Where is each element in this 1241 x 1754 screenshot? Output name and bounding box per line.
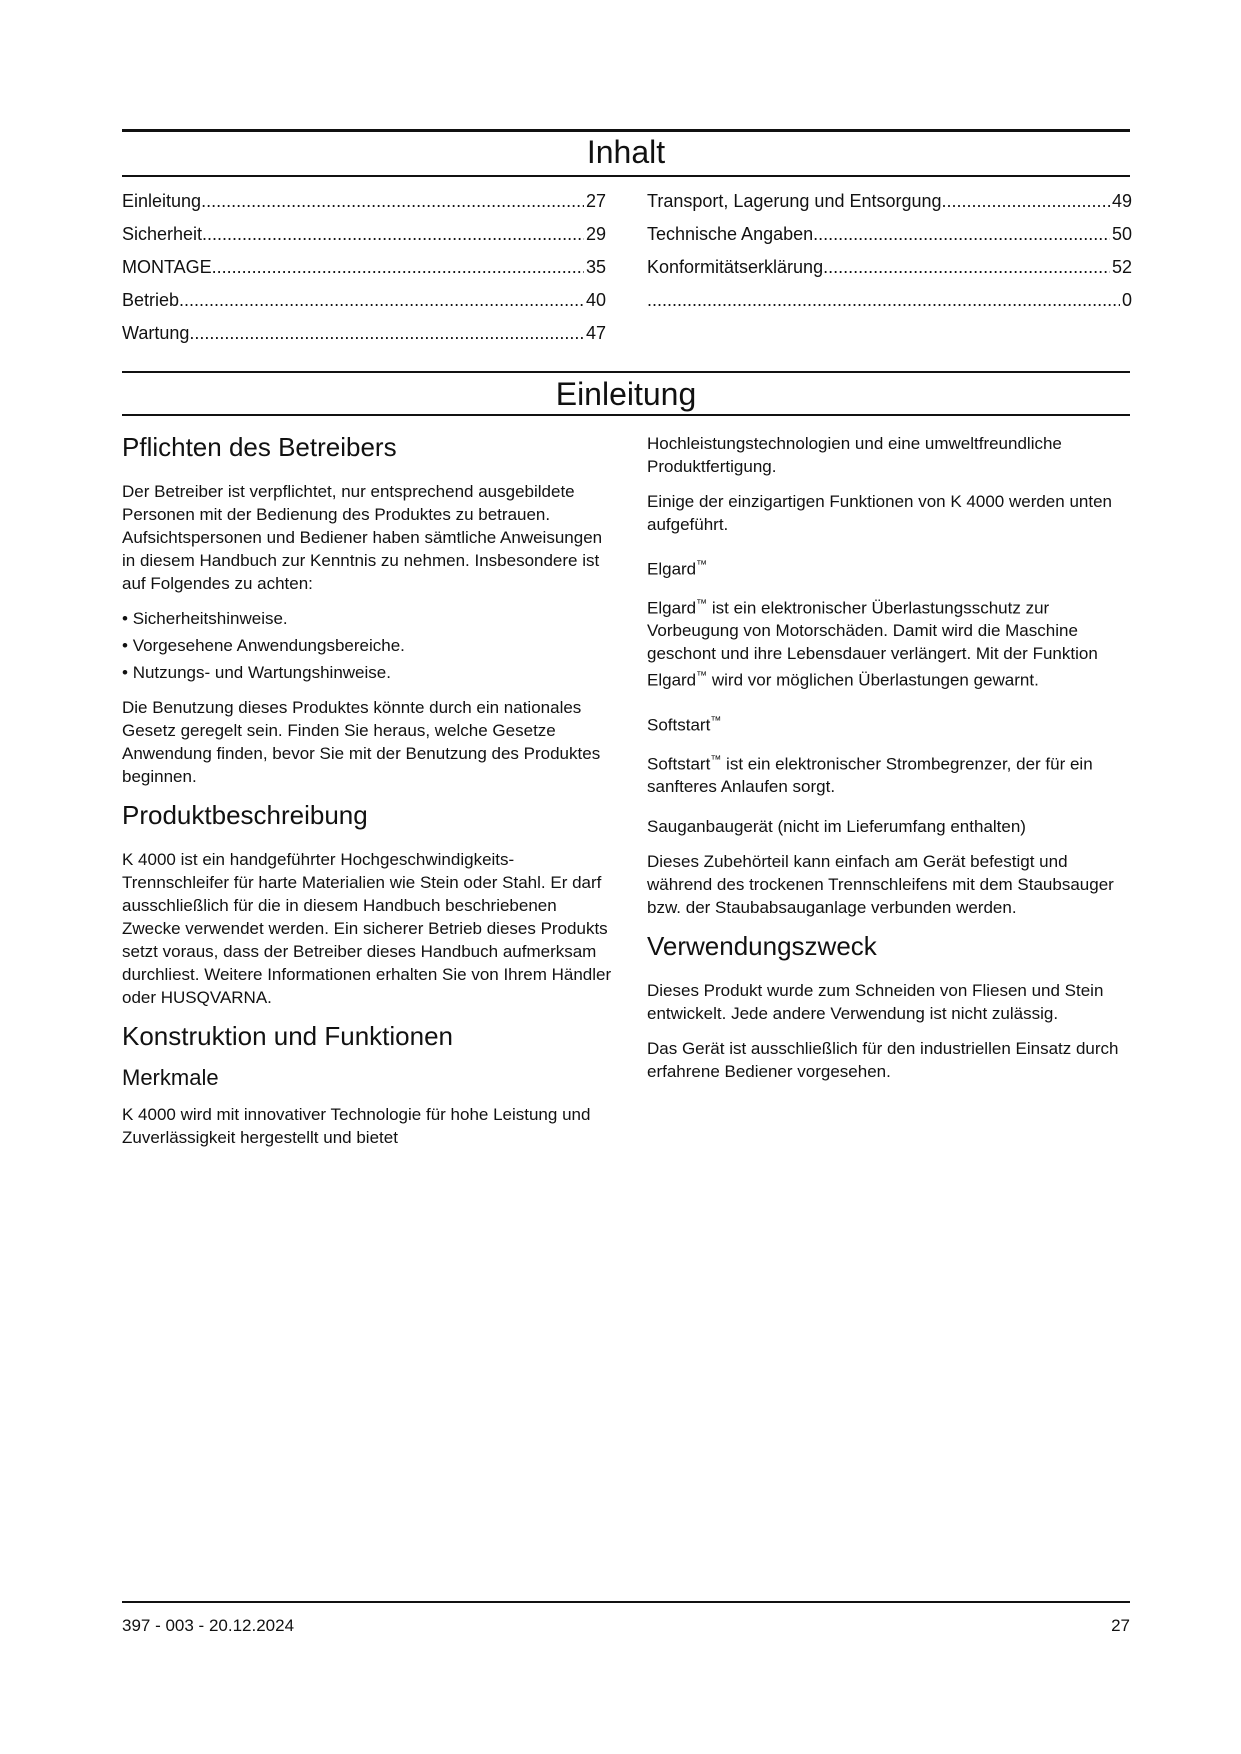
- paragraph-elgard: Elgard™ ist ein elektronischer Überlastungsschutz zur Vorbeugung von Motorschäden. Damit wird die Maschine geschont und ihre Lebensdauer verlängert. Mit der Funktion Elgard™ wird vor möglichen Überlastungen gewarnt.: [647, 597, 1098, 690]
- footer-page-number: 27: [1111, 1616, 1130, 1635]
- paragraph-geraet: Das Gerät ist ausschließlich für den industriellen Einsatz durch erfahrene Bediener vorgesehen.: [647, 1039, 1119, 1082]
- paragraph-hochleistung: Hochleistungstechnologien und eine umweltfreundliche Produktfertigung.: [647, 434, 1062, 476]
- footer-doc-id: 397 - 003 - 20.12.2024: [122, 1616, 295, 1635]
- toc-top-rule: [122, 129, 1130, 132]
- toc-bottom-rule: [122, 175, 1130, 177]
- paragraph-verwendungszweck: Dieses Produkt wurde zum Schneiden von Fliesen und Stein entwickelt. Jede andere Verwendung ist nicht zulässig.: [647, 981, 1104, 1024]
- section-bottom-rule: [122, 414, 1130, 416]
- heading-softstart: Softstart™: [647, 714, 722, 735]
- toc-entry-empty[interactable]: ..... 0: [647, 289, 1132, 311]
- footer-rule: [122, 1601, 1130, 1603]
- section-top-rule: [122, 371, 1130, 373]
- paragraph-sauganbaugeraet: Dieses Zubehörteil kann einfach am Gerät befestigt und während des trockenen Trennschleifens mit dem Staubsauger bzw. der Staubabsauganlage verbunden werden.: [647, 852, 1114, 918]
- toc-entry-konformitaet[interactable]: Konformitätserklärung ..... 52: [647, 256, 1132, 278]
- paragraph-einige: Einige der einzigartigen Funktionen von K 4000 werden unten aufgeführt.: [647, 492, 1112, 534]
- heading-produktbeschreibung: Produktbeschreibung: [122, 800, 368, 830]
- toc-entry-einleitung[interactable]: Einleitung ..... 27: [122, 190, 606, 212]
- toc-entry-transport[interactable]: Transport, Lagerung und Entsorgung ..... 49: [647, 190, 1132, 212]
- heading-verwendungszweck: Verwendungszweck: [647, 931, 877, 962]
- paragraph-pflichten: Der Betreiber ist verpflichtet, nur entsprechend ausgebildete Personen mit der Bedienung des Produktes zu betrauen. Aufsichtspersonen und Bediener haben sämtliche Anweisungen in diesem Handbuch zur Kenntnis zu nehmen. Insbesondere ist auf Folgendes zu achten:: [122, 482, 603, 593]
- toc-entry-technische-angaben[interactable]: Technische Angaben ..... 50: [647, 223, 1132, 245]
- paragraph-merkmale: K 4000 wird mit innovativer Technologie für hohe Leistung und Zuverlässigkeit hergestellt und bietet: [122, 1105, 591, 1147]
- section-title: Einleitung: [555, 376, 697, 412]
- heading-sauganbaugeraet: Sauganbaugerät (nicht im Lieferumfang enthalten): [647, 817, 1026, 837]
- toc-left-column: [122, 190, 606, 355]
- toc-entry-betrieb[interactable]: Betrieb ..... 40: [122, 289, 606, 311]
- list-item: • Sicherheitshinweise.: [122, 607, 618, 630]
- list-item: • Nutzungs- und Wartungshinweise.: [122, 661, 618, 684]
- heading-konstruktion: Konstruktion und Funktionen: [122, 1021, 453, 1051]
- heading-merkmale: Merkmale: [122, 1065, 219, 1090]
- toc-entry-sicherheit[interactable]: Sicherheit ..... 29: [122, 223, 606, 245]
- heading-pflichten: Pflichten des Betreibers: [122, 432, 397, 462]
- left-column: [122, 432, 618, 1161]
- toc-entry-wartung[interactable]: Wartung ..... 47: [122, 322, 606, 344]
- paragraph-softstart: Softstart™ ist ein elektronischer Strombegrenzer, der für ein sanfteres Anlaufen sorgt.: [647, 753, 1093, 797]
- toc-entry-montage[interactable]: MONTAGE ..... 35: [122, 256, 606, 278]
- bullet-list: [122, 607, 618, 684]
- toc-right-column: [647, 190, 1132, 322]
- right-column: [647, 432, 1135, 1095]
- toc-title: Inhalt: [586, 134, 666, 170]
- paragraph-produktbeschreibung: K 4000 ist ein handgeführter Hochgeschwindigkeits-Trennschleifer für harte Materialien wie Stein oder Stahl. Er darf ausschließlich für die in diesem Handbuch beschriebenen Zwecke verwendet werden. Ein sicherer Betrieb dieses Produkts setzt voraus, dass der Betreiber dieses Handbuch aufmerksam durchliest. Weitere Informationen erhalten Sie von Ihrem Händler oder HUSQVARNA.: [122, 850, 612, 1007]
- heading-elgard: Elgard™: [647, 559, 708, 579]
- list-item: • Vorgesehene Anwendungsbereiche.: [122, 634, 618, 657]
- paragraph-gesetz: Die Benutzung dieses Produktes könnte durch ein nationales Gesetz geregelt sein. Finden Sie heraus, welche Gesetze Anwendung finden, bevor Sie mit der Benutzung des Produktes beginnen.: [122, 698, 601, 786]
